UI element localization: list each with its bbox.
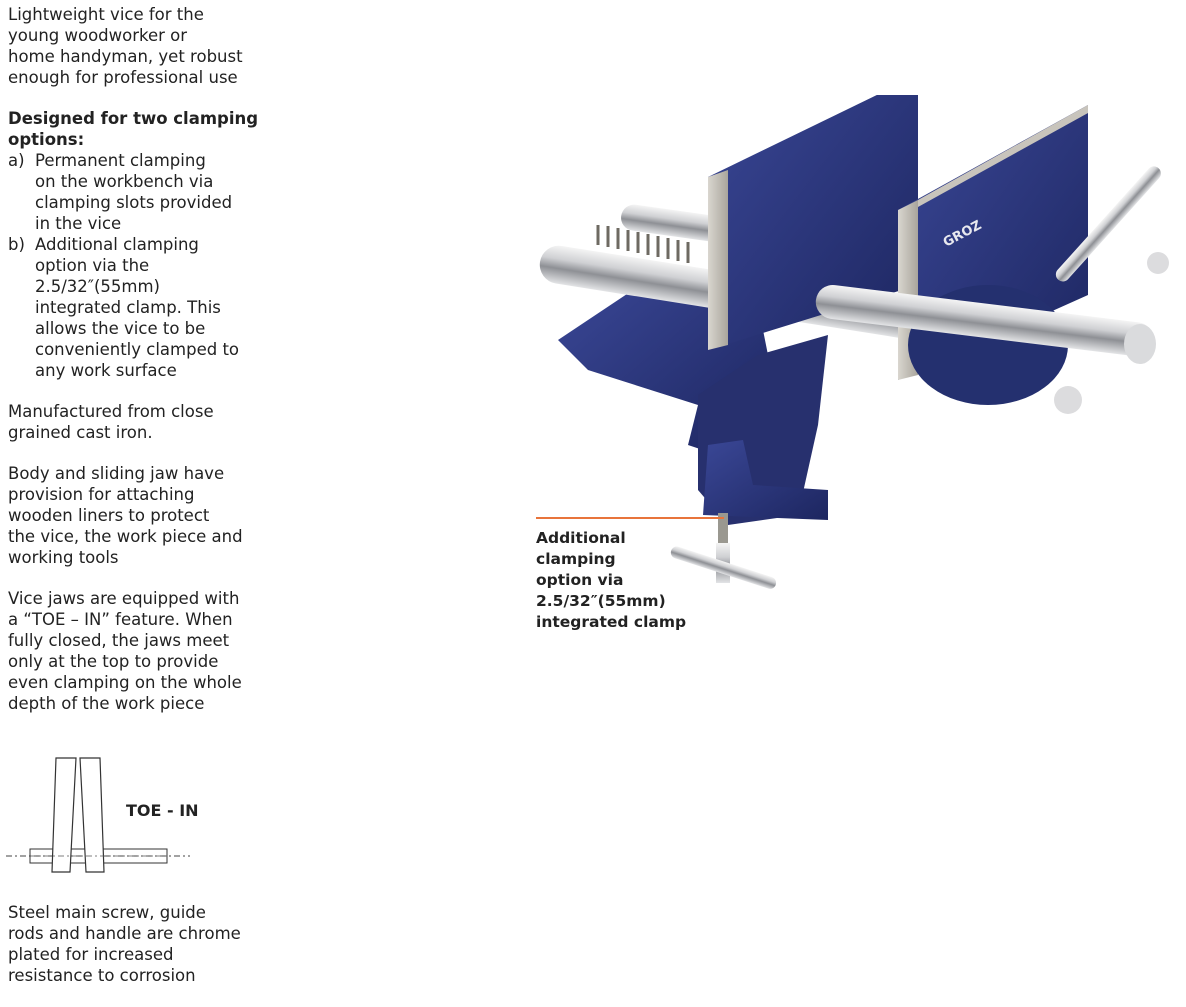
option-key: a) bbox=[8, 151, 25, 170]
intro-paragraph bbox=[8, 4, 270, 88]
material-line: grained cast iron. bbox=[8, 423, 153, 442]
callout-line-text: 2.5/32″(55mm) bbox=[536, 592, 666, 610]
callout-line-text: integrated clamp bbox=[536, 613, 687, 631]
right-jaw-shape bbox=[80, 758, 104, 872]
toe-in-line: Vice jaws are equipped with bbox=[8, 589, 240, 608]
toe-in-label: TOE - IN bbox=[126, 801, 199, 820]
clamping-option-b bbox=[8, 234, 270, 381]
option-line: allows the vice to be bbox=[35, 319, 206, 338]
woodworking-vice-image bbox=[528, 95, 1186, 595]
clamping-heading: Designed for two clamping bbox=[8, 109, 259, 128]
liners-line: working tools bbox=[8, 548, 119, 567]
callout-leader-line bbox=[536, 517, 724, 519]
option-line: on the workbench via bbox=[35, 172, 214, 191]
screw-line: rods and handle are chrome bbox=[8, 924, 241, 943]
intro-line: young woodworker or bbox=[8, 26, 188, 45]
callout-line-text: option via bbox=[536, 571, 624, 589]
liners-line: provision for attaching bbox=[8, 485, 195, 504]
intro-line: home handyman, yet robust bbox=[8, 47, 243, 66]
option-line: any work surface bbox=[35, 361, 177, 380]
screw-paragraph bbox=[8, 902, 270, 986]
screw-line: Steel main screw, guide bbox=[8, 903, 206, 922]
callout-line-text: clamping bbox=[536, 550, 616, 568]
screw-line: resistance to corrosion bbox=[8, 966, 196, 985]
liners-line: the vice, the work piece and bbox=[8, 527, 243, 546]
option-line: Additional clamping bbox=[35, 235, 199, 254]
toe-in-diagram bbox=[0, 748, 240, 878]
option-line: in the vice bbox=[35, 214, 122, 233]
option-line: option via the bbox=[35, 256, 150, 275]
intro-line: enough for professional use bbox=[8, 68, 238, 87]
toe-in-line: even clamping on the whole bbox=[8, 673, 242, 692]
liners-paragraph bbox=[8, 463, 270, 568]
left-jaw-shape bbox=[52, 758, 76, 872]
clamping-option-a bbox=[8, 150, 270, 234]
liners-line: wooden liners to protect bbox=[8, 506, 210, 525]
clamping-section bbox=[8, 108, 270, 381]
brand-logo: GROZ bbox=[940, 217, 985, 251]
option-line: integrated clamp. This bbox=[35, 298, 221, 317]
callout-line-text: Additional bbox=[536, 529, 626, 547]
material-line: Manufactured from close bbox=[8, 402, 214, 421]
option-line: Permanent clamping bbox=[35, 151, 206, 170]
clamping-heading: options: bbox=[8, 130, 85, 149]
material-paragraph bbox=[8, 401, 270, 443]
option-key: b) bbox=[8, 235, 25, 254]
intro-line: Lightweight vice for the bbox=[8, 5, 204, 24]
integrated-clamp-callout bbox=[536, 528, 696, 633]
toe-in-line: a “TOE – IN” feature. When bbox=[8, 610, 233, 629]
toe-in-paragraph bbox=[8, 588, 270, 714]
toe-in-line: only at the top to provide bbox=[8, 652, 219, 671]
toe-in-line: fully closed, the jaws meet bbox=[8, 631, 230, 650]
option-line: 2.5/32″(55mm) bbox=[35, 277, 160, 296]
option-line: clamping slots provided bbox=[35, 193, 233, 212]
screw-line: plated for increased bbox=[8, 945, 174, 964]
option-line: conveniently clamped to bbox=[35, 340, 240, 359]
toe-in-line: depth of the work piece bbox=[8, 694, 205, 713]
liners-line: Body and sliding jaw have bbox=[8, 464, 225, 483]
